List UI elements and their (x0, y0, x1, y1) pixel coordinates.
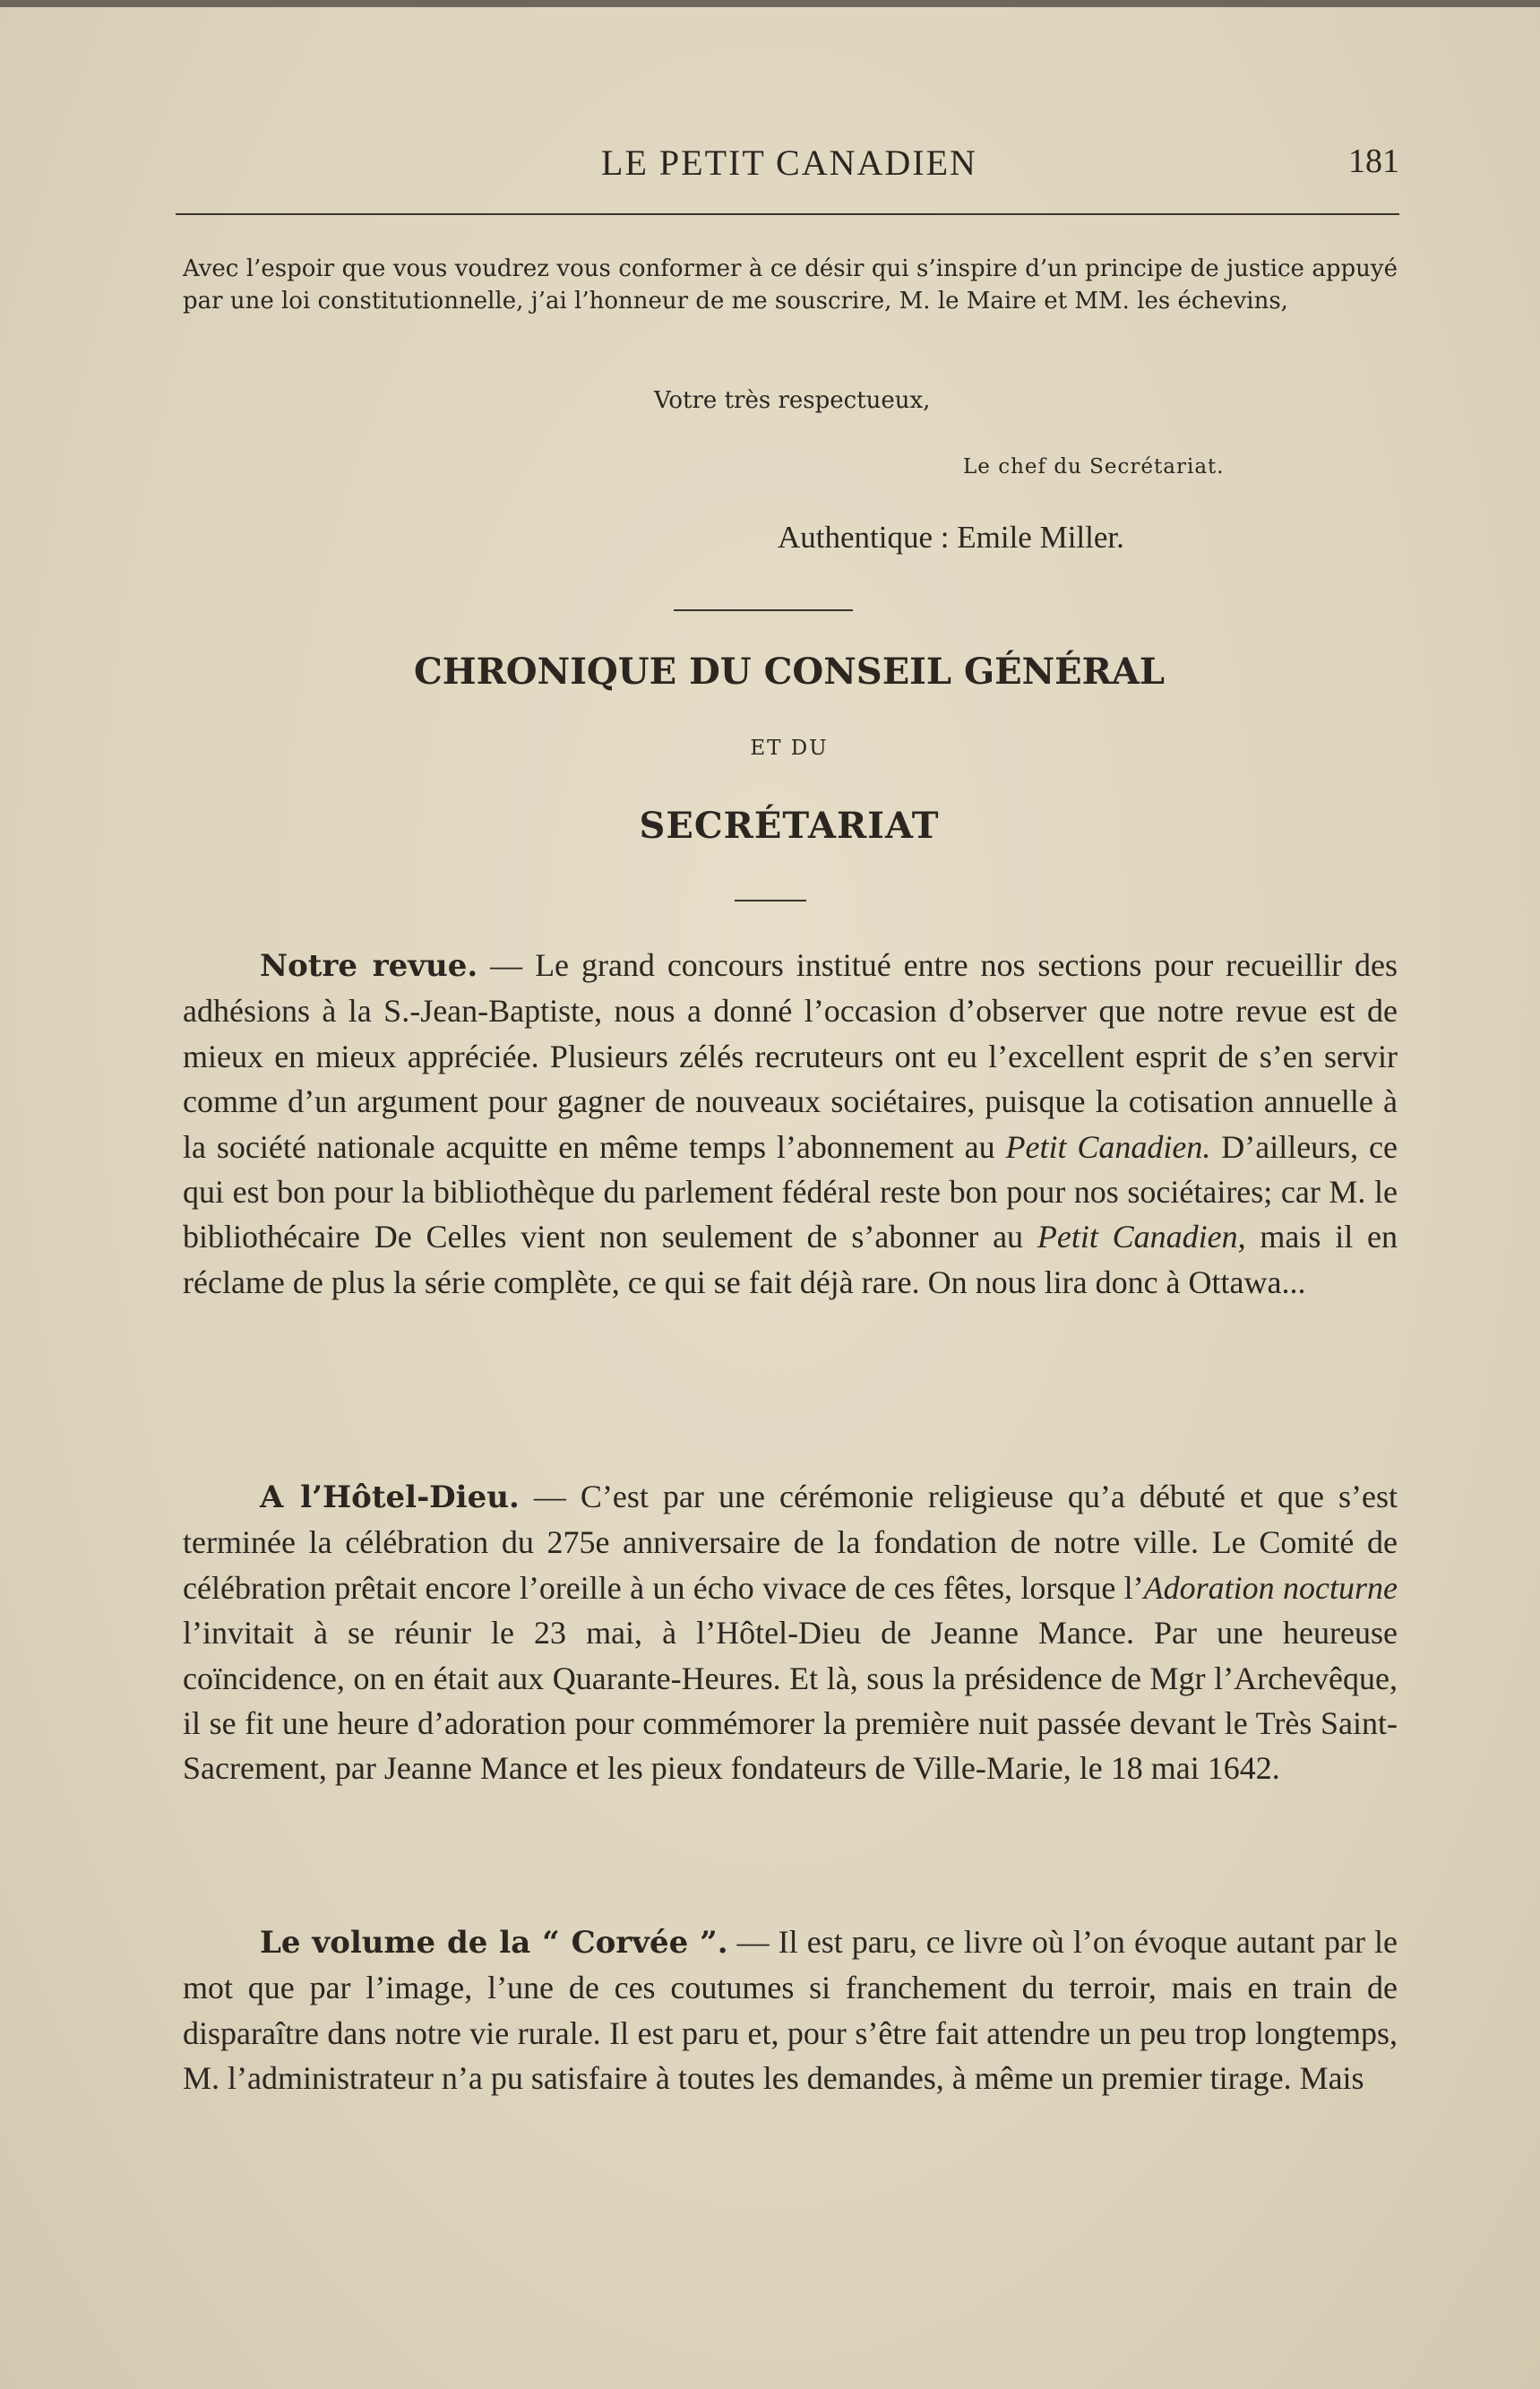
letter-closing: Votre très respectueux, (654, 387, 931, 414)
authentication-line: Authentique : Emile Miller. (778, 520, 1124, 555)
article-text: — C’est par une cérémonie religieuse qu’a débuté et que s’est terminée la célébration du 275e anniversaire de la fondation de notre ville. Le Comité de célébration prêtait encore l’oreille à un écho vivace de ces fêtes, lorsque l’ (183, 1479, 1398, 1606)
article-text: — Il est paru, ce livre où l’on évoque autant par le mot que par l’image, l’une de ces coutumes si franchement du terroir, mais en train de disparaître dans notre vie rurale. Il est paru et, pour s’être fait attendre un peu trop longtemps, M. l’administrateur n’a pu satisfaire à toutes les demandes, à même un premier tirage. Mais (183, 1924, 1398, 2097)
letter-body (183, 253, 1398, 317)
article-text: l’invitait à se réunir le 23 mai, à l’Hôtel-Dieu de Jeanne Mance. Par une heureuse coïncidence, on en était aux Quarante-Heures. Et là, sous la présidence de Mgr l’Archevêque, il se fit une heure d’adoration pour commémorer la première nuit passée devant le Très Saint-Sacrement, par Jeanne Mance et les pieux fondateurs de Ville-Marie, le 18 mai 1642. (183, 1615, 1398, 1787)
article-hotel-dieu (183, 1474, 1398, 1791)
article-heading: Le volume de la “ Corvée ”. (260, 1925, 728, 1961)
section-divider (674, 609, 853, 611)
event-name: Adoration nocturne (1143, 1569, 1398, 1606)
journal-title: Petit Canadien, (1037, 1219, 1246, 1255)
page-top-edge (0, 0, 1540, 7)
letter-signature: Le chef du Secrétariat. (963, 455, 1225, 479)
section-title-main: CHRONIQUE DU CONSEIL GÉNÉRAL (413, 651, 1166, 693)
page-header (179, 142, 1399, 195)
page-number: 181 (1348, 142, 1399, 180)
article-text: — Le grand concours institué entre nos sections pour recueillir des adhésions à la S.-Jean-Baptiste, nous a donné l’occasion d’observer que notre revue est de mieux en mieux appréciée. Plusieurs zélés recruteurs ont eu l’excellent esprit de s’en servir comme d’un argument pour gagner de nouveaux sociétaires, puisque la cotisation annuelle à la société nationale acquitte en même temps l’abonnement au (183, 947, 1398, 1165)
article-paragraph (183, 1919, 1398, 2101)
article-paragraph (183, 943, 1398, 1305)
journal-title: Petit Canadien. (1005, 1128, 1211, 1165)
title-underline (735, 900, 806, 901)
article-text: D’ailleurs, ce qui est bon pour la bibliothèque du parlement fédéral reste bon pour nos sociétaires; car M. le bibliothécaire De Celles vient non seulement de s’abonner au (183, 1128, 1398, 1255)
article-corvee (183, 1919, 1398, 2101)
article-heading: Notre revue. (260, 948, 478, 984)
article-heading: A l’Hôtel-Dieu. (260, 1479, 520, 1515)
article-notre-revue (183, 943, 1398, 1305)
section-title-secretariat: SECRÉTARIAT (639, 805, 940, 847)
article-text: mais il en réclame de plus la série complète, ce qui se fait déjà rare. On nous lira donc à Ottawa... (183, 1219, 1398, 1300)
letter-paragraph: Avec l’espoir que vous voudrez vous conformer à ce désir qui s’inspire d’un principe de justice appuyé par une loi constitutionnelle, j’ai l’honneur de me souscrire, M. le Maire et MM. les échevins, (183, 255, 1398, 315)
header-rule (176, 213, 1399, 215)
section-title-connector: ET DU (750, 737, 829, 760)
running-title: LE PETIT CANADIEN (601, 142, 977, 183)
article-paragraph (183, 1474, 1398, 1791)
